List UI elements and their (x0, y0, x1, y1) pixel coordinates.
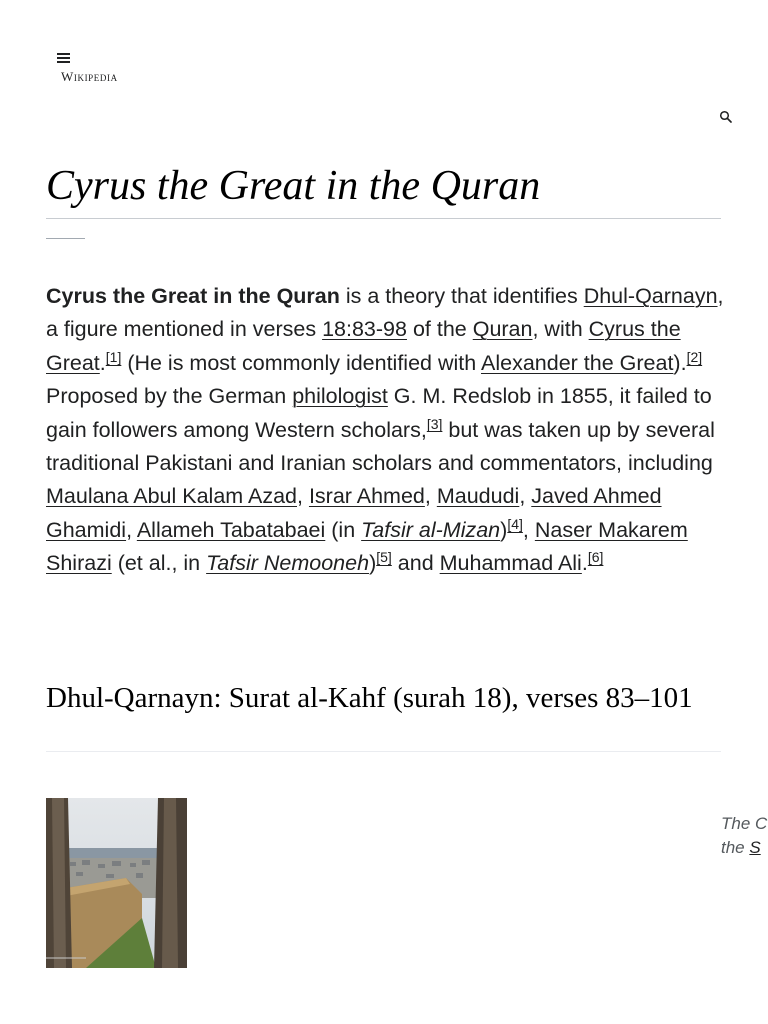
figure-caption (721, 812, 767, 860)
search-icon[interactable] (718, 109, 734, 125)
link-maududi[interactable]: Maududi (436, 484, 520, 509)
reference-1[interactable]: [1] (105, 348, 122, 365)
lead-text: , (522, 517, 535, 542)
section-divider (46, 751, 721, 752)
link-muhammad-ali[interactable]: Muhammad Ali (439, 551, 582, 576)
link-quran[interactable]: Quran (472, 317, 533, 342)
lead-text: G. M. Redslob in 1855, it failed to gain followers among Western scholars, (46, 384, 712, 442)
lead-text: , (297, 484, 309, 509)
wikipedia-logo[interactable]: Wikipedia (61, 69, 118, 84)
lead-text: . (581, 551, 588, 576)
lead-text: , (519, 484, 532, 509)
reference-5[interactable]: [5] (376, 549, 392, 566)
reference-4[interactable]: [4] (507, 515, 523, 532)
lead-text: , with (532, 317, 589, 342)
lead-text: ) (500, 517, 508, 542)
caption-link[interactable]: S (749, 838, 761, 857)
lead-text: ). (673, 350, 687, 375)
link-allameh-tabatabaei[interactable]: Allameh Tabatabaei (136, 517, 326, 542)
reference-3[interactable]: [3] (426, 415, 443, 432)
link-dhul-qarnayn[interactable]: Dhul-Qarnayn (583, 284, 718, 308)
lead-paragraph (46, 280, 726, 581)
link-naser-makarem-shirazi[interactable]: Naser Makarem Shirazi (46, 517, 688, 576)
hamburger-menu-icon[interactable] (57, 53, 73, 65)
page-title: Cyrus the Great in the Quran (46, 163, 541, 209)
link-cyrus-the-great[interactable]: Cyrus the Great (46, 317, 681, 375)
link-tafsir-nemooneh[interactable]: Tafsir Nemooneh (206, 551, 370, 576)
lead-text: Proposed by the German (46, 384, 293, 409)
lead-text: of the (406, 317, 473, 342)
caption-text: the (721, 838, 750, 857)
lead-text: (in (325, 517, 362, 542)
link-javed-ahmed-ghamidi[interactable]: Javed Ahmed Ghamidi (46, 484, 662, 542)
link-maulana-abul-kalam-azad[interactable]: Maulana Abul Kalam Azad (46, 484, 297, 509)
reference-2[interactable]: [2] (686, 348, 703, 365)
lead-text: ) (369, 551, 377, 576)
link-israr-ahmed[interactable]: Israr Ahmed (308, 484, 425, 509)
lead-text: , a figure mentioned in verses (46, 284, 724, 342)
lead-text: , (126, 517, 137, 542)
title-mini-divider (46, 238, 85, 239)
figure-image[interactable] (46, 798, 187, 968)
link-tafsir-al-mizan[interactable]: Tafsir al-Mizan (361, 517, 501, 542)
bold-term: Cyrus the Great in the Quran (46, 284, 340, 308)
link-verses[interactable]: 18:83-98 (322, 317, 407, 342)
lead-text: but was taken up by several traditional Pakistani and Iranian scholars and commentators, including (46, 417, 715, 476)
link-alexander-the-great[interactable]: Alexander the Great (481, 350, 674, 375)
title-divider (46, 218, 721, 219)
link-philologist[interactable]: philologist (292, 384, 388, 409)
lead-text: (He is most commonly identified with (121, 350, 481, 375)
caption-line-1: The C (721, 814, 768, 833)
lead-text: and (391, 551, 440, 576)
caption-line-2 (721, 836, 767, 860)
lead-text: . (99, 350, 106, 375)
lead-text: is a theory that identifies (339, 284, 584, 308)
lead-text: (et al., in (111, 551, 207, 576)
reference-6[interactable]: [6] (587, 549, 604, 566)
lead-text: , (424, 484, 437, 509)
section-heading[interactable]: Dhul-Qarnayn: Surat al-Kahf (surah 18), verses 83–101 (46, 682, 693, 714)
